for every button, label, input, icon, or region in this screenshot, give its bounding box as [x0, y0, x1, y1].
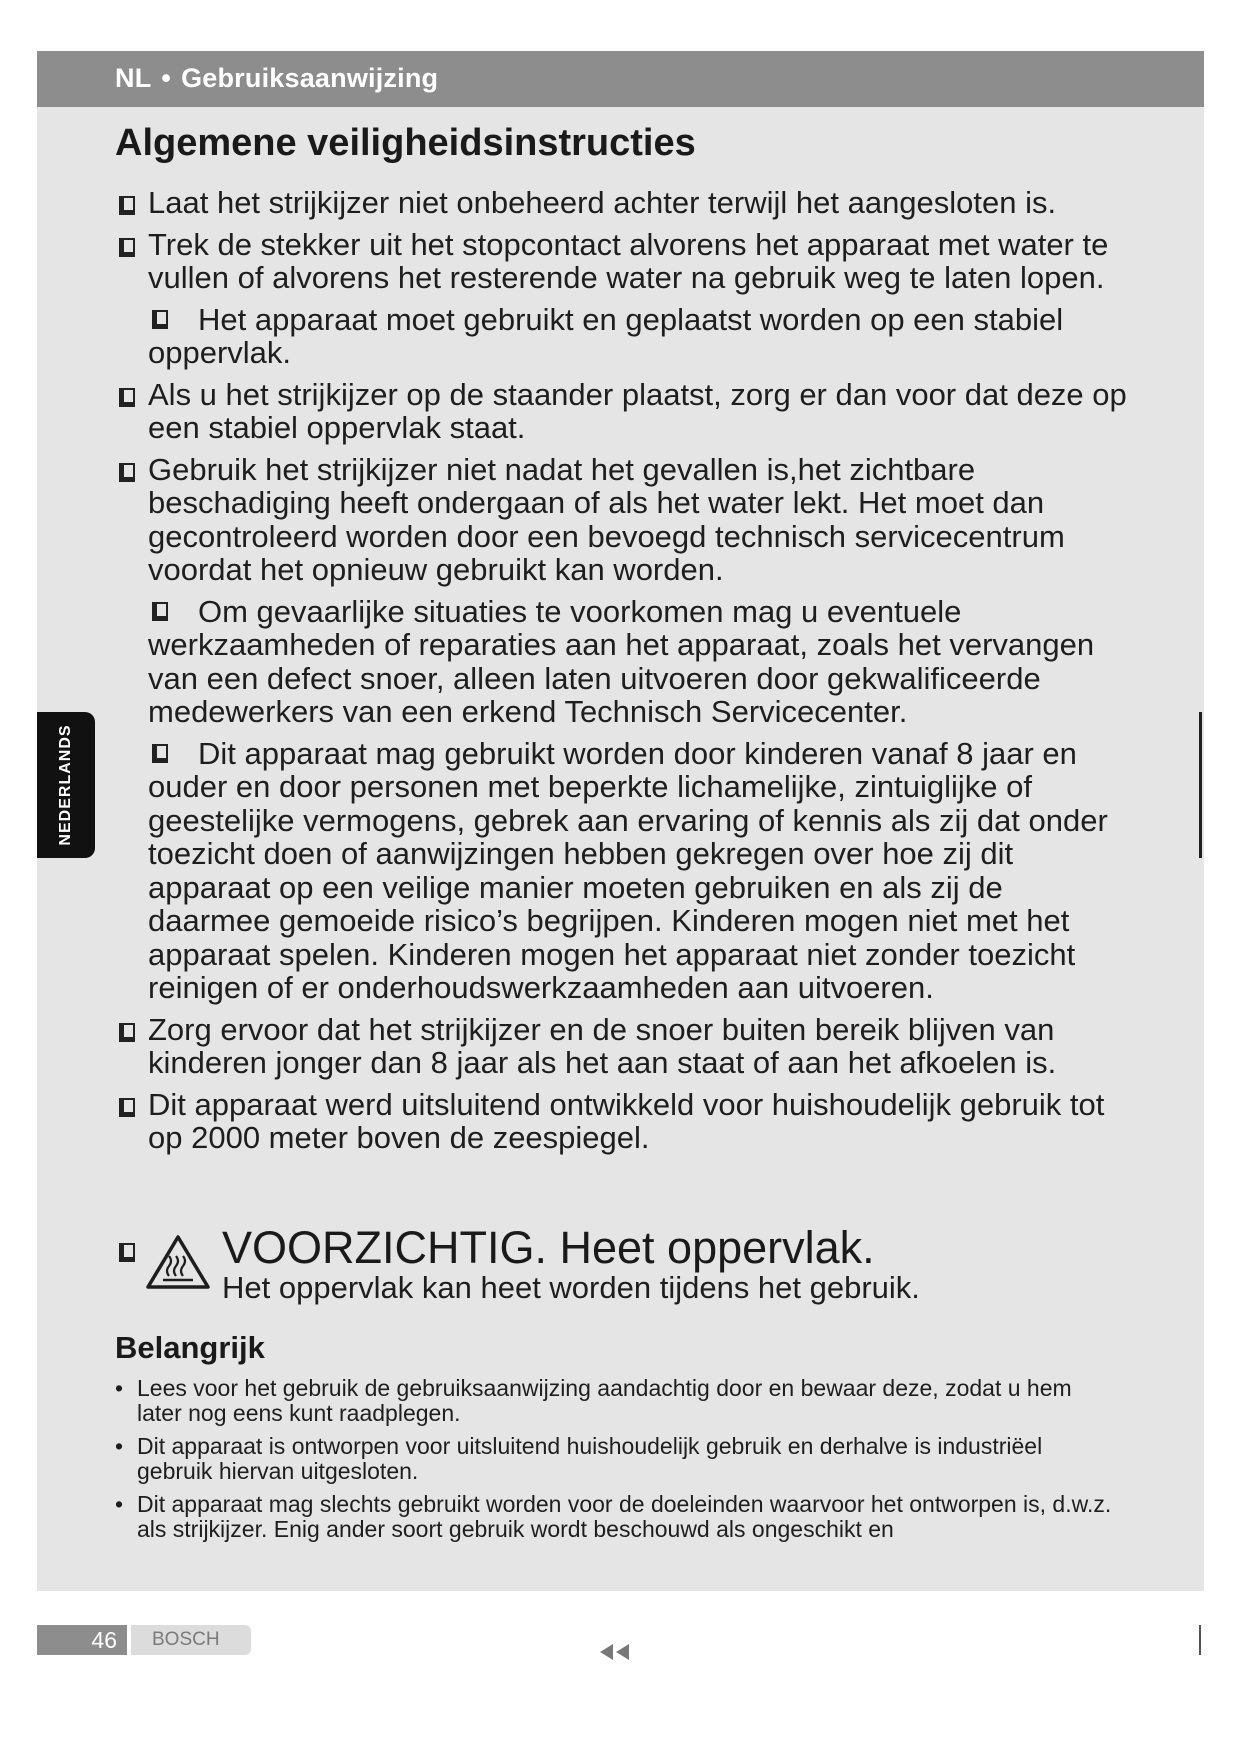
margin-rule: [1199, 712, 1202, 858]
instruction-item: [115, 737, 1130, 1005]
page-title: Algemene veiligheidsinstructies: [115, 122, 696, 164]
safety-instructions: [115, 186, 1130, 1163]
bullet-icon: •: [115, 1433, 124, 1459]
instruction-text: Om gevaarlijke situaties te voorkomen mag u eventuele werkzaamheden of reparaties aan het apparaat, zoals het vervangen van een defect snoer, alleen laten uitvoeren door gekwalificeerde medewerkers van een erkend Technisch Servicecenter.: [148, 593, 1095, 729]
list-item: [115, 1434, 1115, 1484]
instruction-text: Zorg ervoor dat het strijkijzer en de snoer buiten bereik blijven van kinderen jonger dan 8 jaar als het aan staat of aan het afkoelen is.: [148, 1011, 1057, 1080]
instruction-text: Laat het strijkijzer niet onbeheerd achter terwijl het aangesloten is.: [148, 185, 1057, 220]
instruction-item: [115, 595, 1130, 729]
instruction-item: [115, 186, 1130, 220]
instruction-text: Dit apparaat werd uitsluitend ontwikkeld voor huishoudelijk gebruik tot op 2000 meter boven de zeespiegel.: [148, 1086, 1105, 1155]
language-code: NL: [115, 63, 152, 93]
important-list: [115, 1376, 1115, 1550]
checkbox-bullet-icon: [119, 1023, 135, 1042]
checkbox-bullet-icon: [119, 1243, 135, 1262]
important-heading: Belangrijk: [115, 1330, 265, 1365]
instruction-item: [115, 378, 1130, 445]
instruction-text: Gebruik het strijkijzer niet nadat het gevallen is,het zichtbare beschadiging heeft ondergaan of als het water lekt. Het moet dan gecontroleerd worden door een bevoegd technisch servicecentrum voordat het opnieuw gebruikt kan worden.: [148, 451, 1065, 587]
list-item: [115, 1492, 1115, 1542]
checkbox-bullet-icon: [152, 602, 168, 621]
checkbox-bullet-icon: [119, 1098, 135, 1117]
header: [115, 63, 438, 94]
checkbox-bullet-icon: [119, 388, 135, 407]
brand-name: BOSCH: [152, 1629, 220, 1650]
caution-title: VOORZICHTIG. Heet oppervlak.: [222, 1222, 875, 1273]
double-left-arrow-icon[interactable]: [600, 1644, 634, 1660]
list-item-text: Dit apparaat is ontworpen voor uitsluitend huishoudelijk gebruik en derhalve is industriëel gebruik hiervan uitgesloten.: [137, 1433, 1043, 1484]
instruction-item: [115, 303, 1130, 370]
section-name: Gebruiksaanwijzing: [181, 63, 439, 93]
bullet-icon: •: [115, 1375, 124, 1401]
instruction-text: Het apparaat moet gebruikt en geplaatst worden op een stabiel oppervlak.: [148, 301, 1064, 370]
list-item-text: Lees voor het gebruik de gebruiksaanwijzing aandachtig door en bewaar deze, zodat u hem later nog eens kunt raadplegen.: [137, 1375, 1072, 1426]
language-side-tab-label: NEDERLANDS: [57, 724, 74, 846]
instruction-text: Als u het strijkijzer op de staander plaatst, zorg er dan voor dat deze op een stabiel oppervlak staat.: [148, 376, 1127, 445]
instruction-item: [115, 453, 1130, 587]
checkbox-bullet-icon: [152, 744, 168, 763]
list-item-text: Dit apparaat mag slechts gebruikt worden voor de doeleinden waarvoor het ontworpen is, d.w.z. als strijkijzer. Enig ander soort gebruik wordt beschouwd als ongeschikt en: [137, 1491, 1112, 1542]
caution-text: Het oppervlak kan heet worden tijdens het gebruik.: [222, 1270, 920, 1305]
instruction-item: [115, 228, 1130, 295]
checkbox-bullet-icon: [119, 196, 135, 215]
header-separator: •: [161, 63, 172, 93]
list-item: [115, 1376, 1115, 1426]
checkbox-bullet-icon: [119, 238, 135, 257]
caution-block: [115, 1222, 1175, 1305]
instruction-text: Dit apparaat mag gebruikt worden door kinderen vanaf 8 jaar en ouder en door personen met beperkte lichamelijke, zintuiglijke of geestelijke vermogens, gebrek aan ervaring of kennis als zij dat onder toezicht doen of aanwijzingen hebben gekregen over hoe zij dit apparaat op een veilige manier moeten gebruiken en als zij de daarmee gemoeide risico’s begrijpen. Kinderen mogen niet met het apparaat spelen. Kinderen mogen het apparaat niet zonder toezicht reinigen of er onderhoudswerkzaamheden aan uitvoeren.: [148, 735, 1108, 1005]
bullet-icon: •: [115, 1491, 124, 1517]
instruction-item: [115, 1013, 1130, 1080]
instruction-text: Trek de stekker uit het stopcontact alvorens het apparaat met water te vullen of alvorens het resterende water na gebruik weg te laten lopen.: [148, 226, 1109, 295]
footer-rule: [1199, 1625, 1201, 1655]
page-number: 46: [91, 1627, 117, 1653]
checkbox-bullet-icon: [152, 310, 168, 329]
checkbox-bullet-icon: [119, 463, 135, 482]
instruction-item: [115, 1088, 1130, 1155]
hot-surface-warning-icon: [145, 1234, 211, 1290]
